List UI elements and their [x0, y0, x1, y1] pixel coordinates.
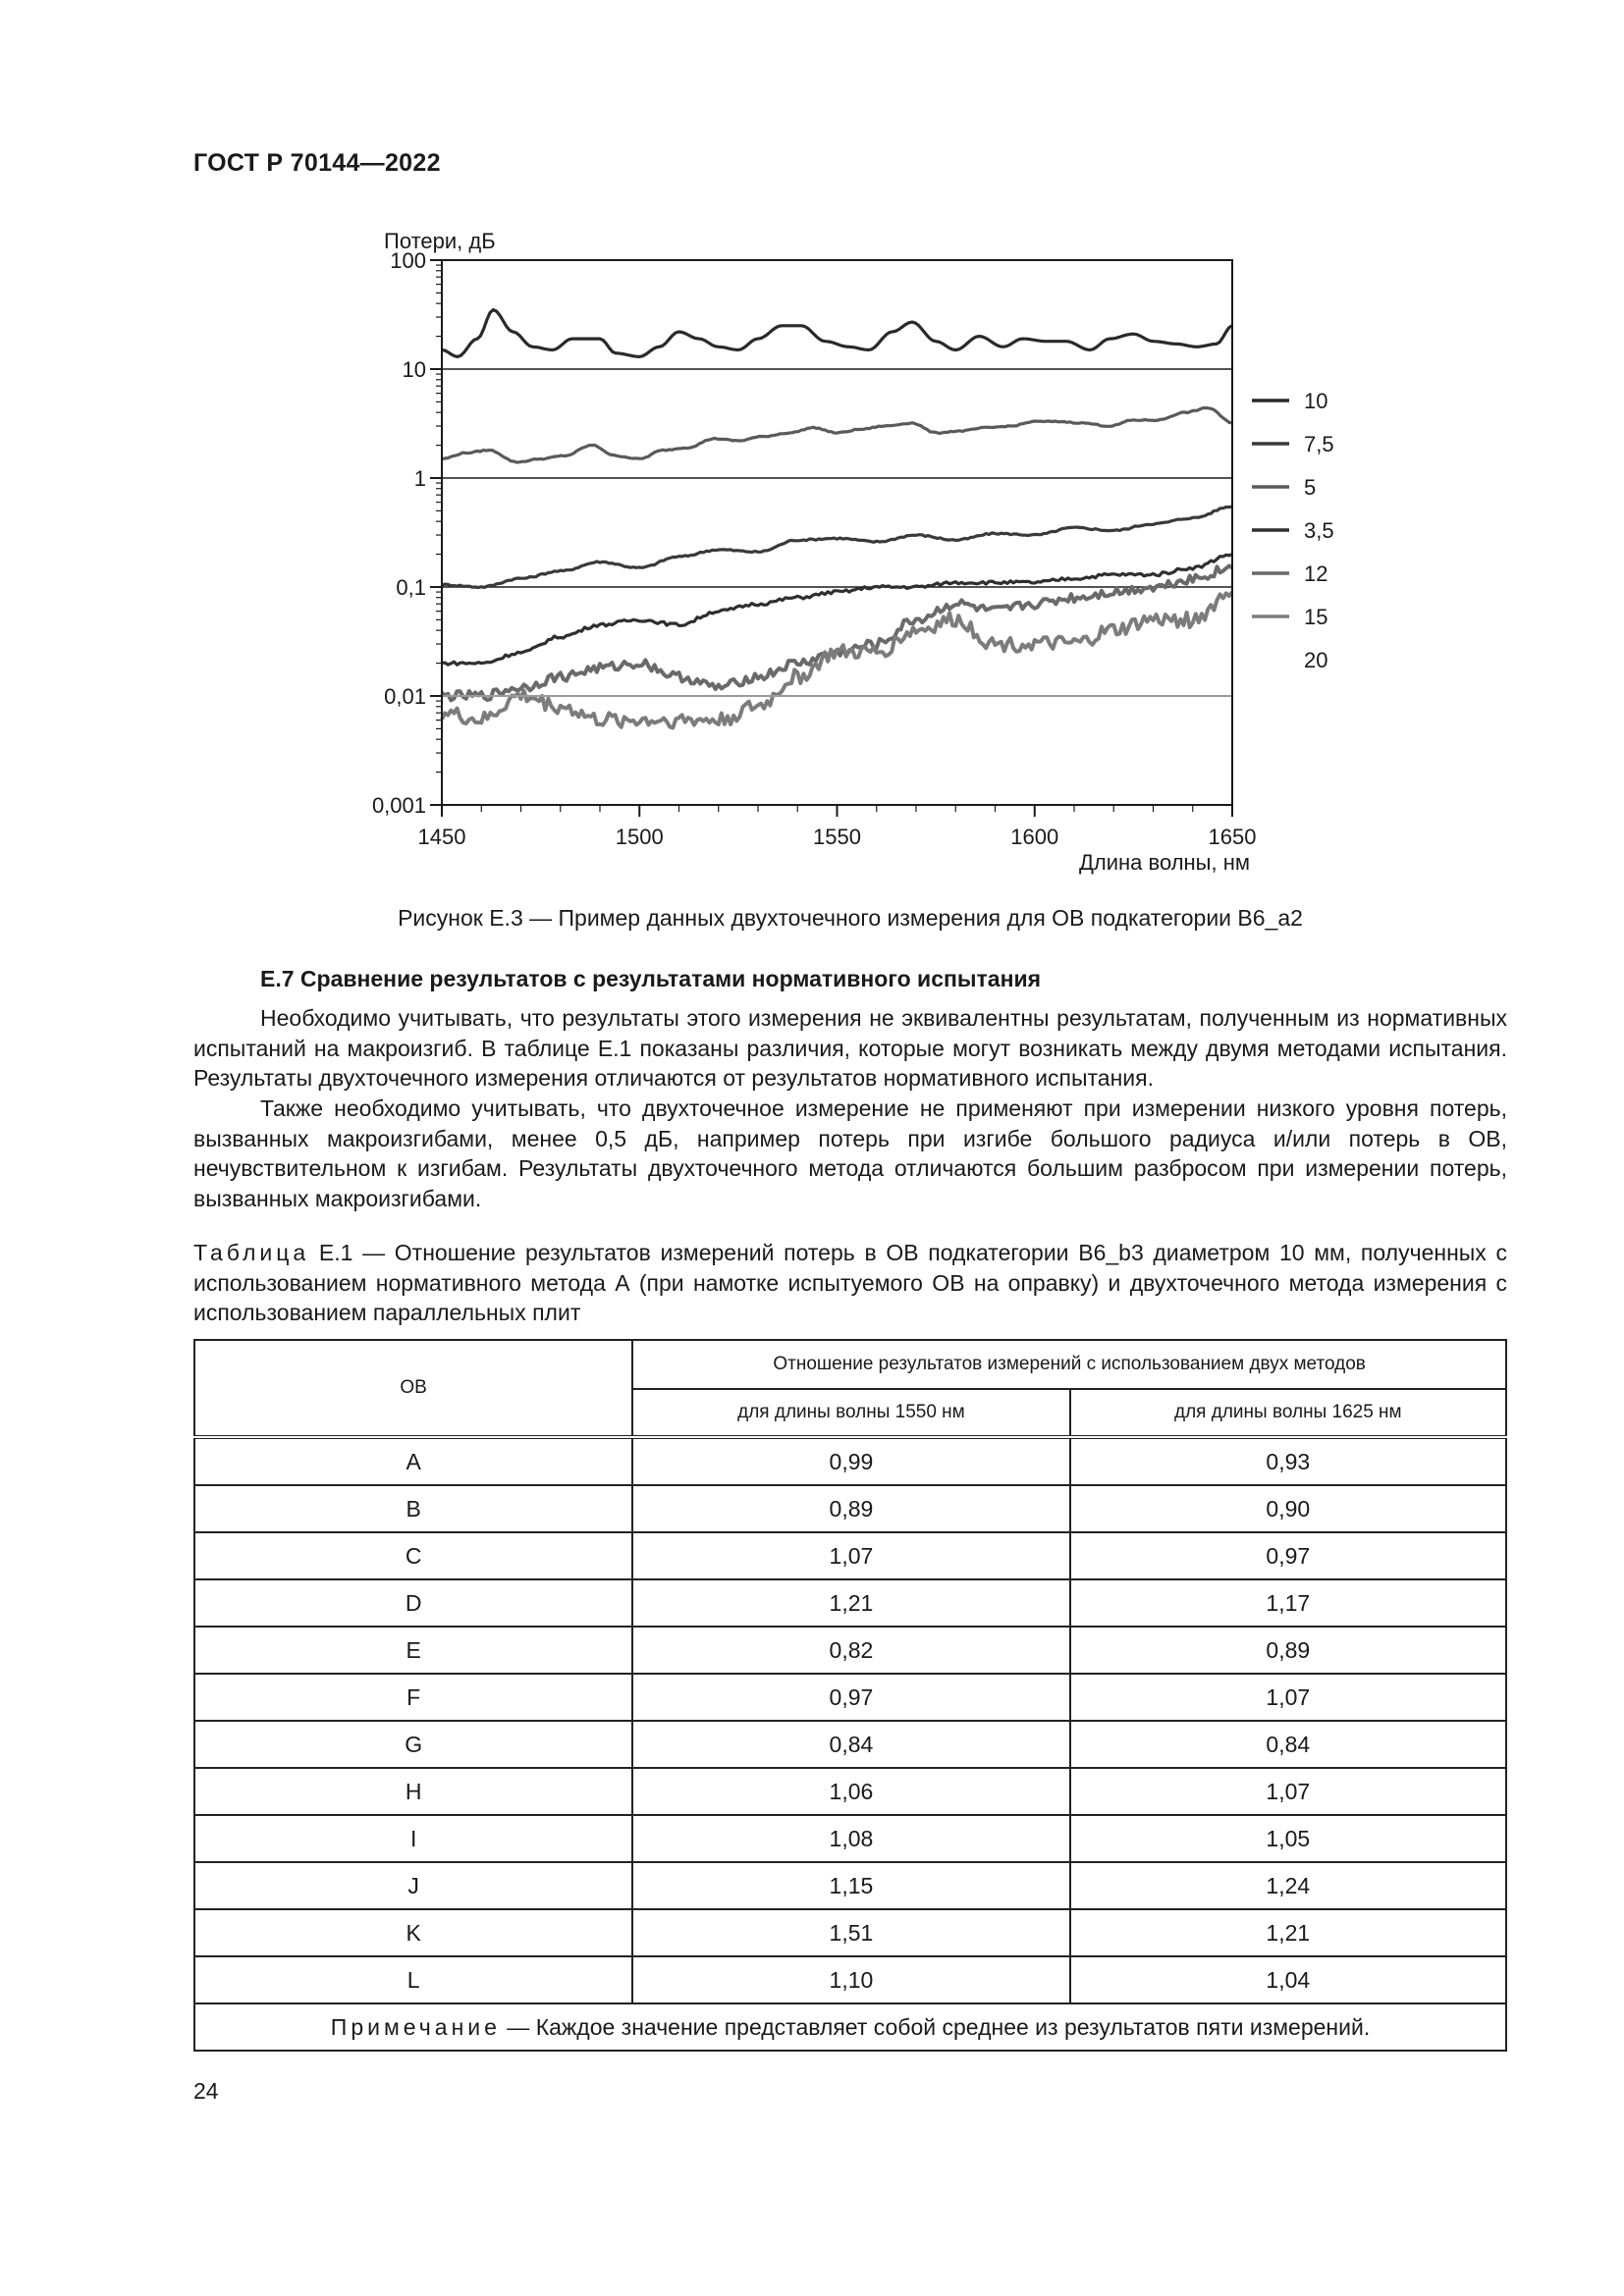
- cell-1550: 0,97: [632, 1674, 1069, 1721]
- cell-ob: G: [194, 1721, 632, 1768]
- plot-frame: [442, 260, 1232, 805]
- x-tick-label: 1450: [417, 825, 466, 849]
- legend-label: 7,5: [1304, 432, 1334, 456]
- table-row: [194, 1862, 1506, 1909]
- cell-ob: D: [194, 1579, 632, 1627]
- col-header-group: Отношение результатов измерений с использованием двух методов: [632, 1340, 1506, 1389]
- table-note: [194, 2003, 1506, 2051]
- paragraph: Необходимо учитывать, что результаты этого измерения не эквивалентны результатам, полученным из нормативных испытаний на макроизгиб. В таблице Е.1 показаны различия, которые могут возникать между двумя методами испытания. Результаты двухточечного измерения отличаются от результатов нормативного испытания.: [193, 1005, 1507, 1091]
- legend-label: 3,5: [1304, 518, 1334, 543]
- x-tick-label: 1650: [1208, 825, 1257, 849]
- table-row: [194, 1956, 1506, 2003]
- paragraph: Также необходимо учитывать, что двухточечное измерение не применяют при измерении низкого уровня потерь, вызванных макроизгибами, менее 0,5 дБ, например потерь при изгибе большого радиуса и/или потерь в ОВ, нечувствительном к изгибам. Результаты двухточечного метода отличаются большим разбросом при измерении потерь, вызванных макроизгибами.: [193, 1095, 1507, 1211]
- cell-1625: 1,17: [1070, 1579, 1506, 1627]
- standard-header: ГОСТ Р 70144—2022: [193, 149, 441, 177]
- section-title: Е.7 Сравнение результатов с результатами нормативного испытания: [260, 966, 1042, 991]
- table-row: [194, 1579, 1506, 1627]
- series-line: [442, 408, 1232, 463]
- series-line: [442, 565, 1232, 700]
- cell-1550: 1,08: [632, 1815, 1069, 1862]
- cell-1625: 1,04: [1070, 1956, 1506, 2003]
- legend-label: 10: [1304, 389, 1328, 413]
- cell-1625: 1,07: [1070, 1674, 1506, 1721]
- cell-1550: 1,21: [632, 1579, 1069, 1627]
- y-tick-label: 1: [413, 466, 426, 491]
- col-header-ob: ОВ: [194, 1340, 632, 1437]
- col-header-1625: для длины волны 1625 нм: [1070, 1389, 1506, 1437]
- col-header-1550: для длины волны 1550 нм: [632, 1389, 1069, 1437]
- y-tick-label: 100: [390, 248, 426, 273]
- cell-ob: C: [194, 1532, 632, 1579]
- table-row: [194, 1721, 1506, 1768]
- cell-1625: 0,84: [1070, 1721, 1506, 1768]
- cell-ob: E: [194, 1627, 632, 1674]
- cell-1625: 1,24: [1070, 1862, 1506, 1909]
- table-note-text: — Каждое значение представляет собой среднее из результатов пяти измерений.: [500, 2013, 1371, 2040]
- y-axis-label: Потери, дБ: [384, 229, 496, 253]
- table-row: [194, 1674, 1506, 1721]
- figure-caption: Рисунок Е.3 — Пример данных двухточечного измерения для ОВ подкатегории В6_а2: [398, 905, 1303, 931]
- x-tick-label: 1550: [813, 825, 861, 849]
- cell-ob: F: [194, 1674, 632, 1721]
- y-tick-label: 0,01: [384, 684, 426, 709]
- cell-1550: 0,84: [632, 1721, 1069, 1768]
- cell-1550: 1,06: [632, 1768, 1069, 1815]
- cell-1625: 1,05: [1070, 1815, 1506, 1862]
- series-line: [442, 592, 1232, 727]
- x-tick-label: 1600: [1010, 825, 1059, 849]
- cell-ob: H: [194, 1768, 632, 1815]
- y-tick-label: 0,001: [371, 793, 426, 818]
- y-tick-label: 10: [402, 357, 426, 382]
- cell-1625: 1,07: [1070, 1768, 1506, 1815]
- y-tick-label: 0,1: [396, 575, 426, 600]
- cell-ob: A: [194, 1437, 632, 1485]
- table-row: [194, 1815, 1506, 1862]
- cell-1550: 1,15: [632, 1862, 1069, 1909]
- legend-label: 20: [1304, 648, 1328, 672]
- legend-label: 15: [1304, 605, 1328, 629]
- cell-1550: 0,82: [632, 1627, 1069, 1674]
- table-title-label: Таблица: [193, 1240, 310, 1265]
- cell-1550: 1,51: [632, 1909, 1069, 1956]
- table-row: [194, 1909, 1506, 1956]
- table-row: [194, 1437, 1506, 1485]
- cell-1625: 0,97: [1070, 1532, 1506, 1579]
- table-row: [194, 1768, 1506, 1815]
- x-tick-label: 1500: [615, 825, 664, 849]
- table-title: [193, 1238, 1507, 1328]
- cell-1550: 1,07: [632, 1532, 1069, 1579]
- cell-ob: J: [194, 1862, 632, 1909]
- cell-1625: 0,89: [1070, 1627, 1506, 1674]
- ratio-table: [193, 1339, 1507, 2052]
- table-title-text: Е.1 — Отношение результатов измерений потерь в ОВ подкатегории В6_b3 диаметром 10 мм, полученных с использованием нормативного метода А (при намотке испытуемого ОВ на оправку) и двухточечного метода измерения с использованием параллельных плит: [193, 1240, 1507, 1325]
- table-note-label: Примечание: [330, 2013, 501, 2040]
- legend-label: 12: [1304, 561, 1328, 586]
- cell-1625: 0,90: [1070, 1485, 1506, 1532]
- x-axis-label: Длина волны, нм: [1078, 850, 1250, 875]
- cell-ob: B: [194, 1485, 632, 1532]
- table-row: [194, 1627, 1506, 1674]
- cell-ob: K: [194, 1909, 632, 1956]
- table-row: [194, 1532, 1506, 1579]
- loss-spectrum-chart: [353, 221, 1335, 888]
- cell-1550: 1,10: [632, 1956, 1069, 2003]
- cell-1550: 0,89: [632, 1485, 1069, 1532]
- series-line: [442, 310, 1232, 357]
- legend-label: 5: [1304, 475, 1317, 500]
- table-row: [194, 1485, 1506, 1532]
- cell-1625: 0,93: [1070, 1437, 1506, 1485]
- cell-ob: L: [194, 1956, 632, 2003]
- cell-1550: 0,99: [632, 1437, 1069, 1485]
- cell-1625: 1,21: [1070, 1909, 1506, 1956]
- page-number: 24: [193, 2078, 219, 2104]
- cell-ob: I: [194, 1815, 632, 1862]
